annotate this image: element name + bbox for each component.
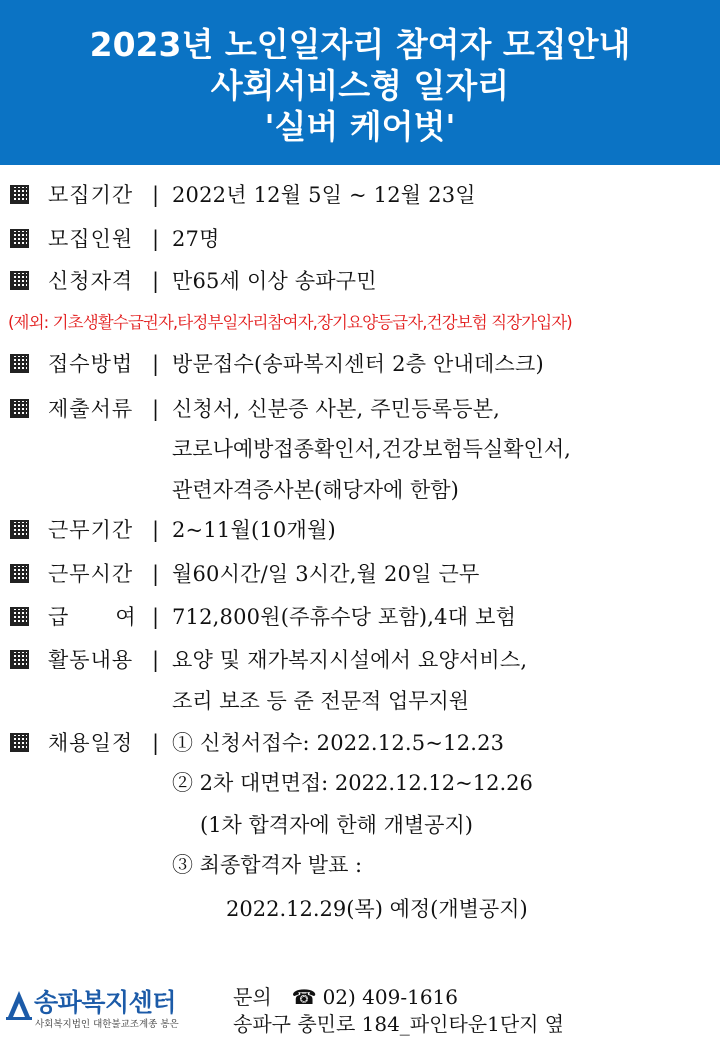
documents-line: 코로나예방접종확인서,건강보험득실확인서, [172, 437, 571, 461]
separator: | [152, 648, 160, 672]
eligibility-exclusion-note: (제외: 기초생활수급권자,타정부일자리참여자,장기요양등급자,건강보험 직장가입자) [8, 313, 572, 332]
separator: | [152, 227, 160, 251]
row-label: 근무시간 [48, 562, 134, 586]
schedule-line: ② 2차 대면면접: 2022.12.12~12.26 [172, 771, 533, 795]
row-value: 712,800원(주휴수당 포함),4대 보험 [172, 605, 517, 629]
bullet-icon [10, 564, 29, 583]
contact-address: 송파구 충민로 184_파인타운1단지 옆 [233, 1012, 565, 1036]
title-line-2: 사회서비스형 일자리 [210, 66, 510, 105]
row-value: 요양 및 재가복지시설에서 요양서비스, [172, 648, 528, 672]
row-label: 모집기간 [48, 183, 134, 207]
title-banner [0, 0, 720, 165]
row-label: 신청자격 [48, 269, 134, 293]
row-value: 방문접수(송파복지센터 2층 안내데스크) [172, 352, 544, 376]
documents-line: 관련자격증사본(해당자에 한함) [172, 478, 459, 502]
row-label: 제출서류 [48, 397, 134, 421]
logo-mark-icon [6, 987, 32, 1021]
bullet-icon [10, 733, 29, 752]
bullet-icon [10, 229, 29, 248]
row-value: 2~11월(10개월) [172, 518, 336, 542]
bullet-icon [10, 185, 29, 204]
row-label: 급 여 [48, 605, 137, 629]
row-value: 27명 [172, 227, 220, 251]
schedule-line: ③ 최종합격자 발표 : [172, 853, 363, 877]
phone-number: 02) 409-1616 [322, 985, 459, 1009]
bullet-icon [10, 354, 29, 373]
bullet-icon [10, 399, 29, 418]
separator: | [152, 352, 160, 376]
songpa-welfare-center-logo [6, 985, 216, 1030]
logo-name: 송파복지센터 [34, 988, 176, 1017]
title-line-3: '실버 케어벗' [264, 107, 456, 146]
separator: | [152, 518, 160, 542]
bullet-icon [10, 271, 29, 290]
telephone-icon: ☎ [291, 985, 317, 1009]
row-value: 신청서, 신분증 사본, 주민등록등본, [172, 397, 501, 421]
row-label: 활동내용 [48, 648, 134, 672]
separator: | [152, 397, 160, 421]
row-value: 월60시간/일 3시간,월 20일 근무 [172, 562, 480, 586]
row-label: 접수방법 [48, 352, 134, 376]
row-label: 근무기간 [48, 518, 134, 542]
title-line-1: 2023년 노인일자리 참여자 모집안내 [89, 25, 631, 64]
contact-phone [233, 982, 458, 1012]
activities-line: 조리 보조 등 준 전문적 업무지원 [172, 689, 470, 713]
separator: | [152, 183, 160, 207]
separator: | [152, 731, 160, 755]
bullet-icon [10, 650, 29, 669]
row-value: 2022년 12월 5일 ~ 12월 23일 [172, 183, 476, 207]
separator: | [152, 605, 160, 629]
row-label: 모집인원 [48, 227, 134, 251]
contact-label: 문의 [233, 985, 272, 1009]
separator: | [152, 562, 160, 586]
logo-subtitle: 사회복지법인 대한불교조계종 봉은 [35, 1019, 179, 1030]
bullet-icon [10, 607, 29, 626]
bullet-icon [10, 520, 29, 539]
row-value: 만65세 이상 송파구민 [172, 269, 377, 293]
separator: | [152, 269, 160, 293]
schedule-line: (1차 합격자에 한해 개별공지) [200, 813, 473, 837]
schedule-line: 2022.12.29(목) 예정(개별공지) [226, 897, 528, 921]
row-label: 채용일정 [48, 731, 134, 755]
row-value: ① 신청서접수: 2022.12.5~12.23 [172, 731, 505, 755]
